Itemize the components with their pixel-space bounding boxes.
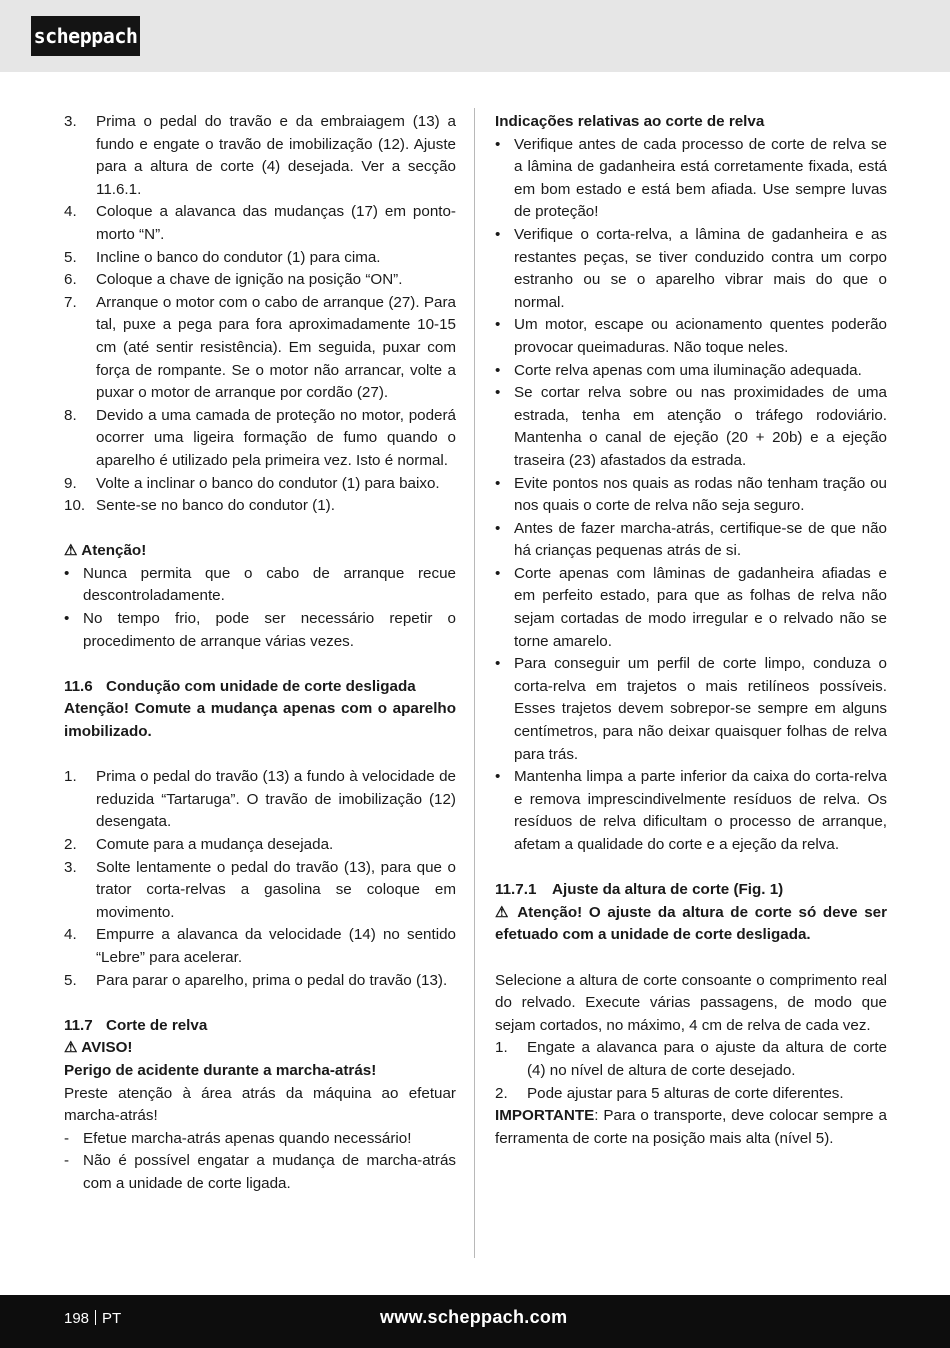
warning-heading: ⚠ AVISO!	[64, 1039, 133, 1057]
list-item: 1. Prima o pedal do travão (13) a fundo à velocidade de reduzida “Tartaruga”. O travão de imobilização (12) desengata.	[64, 768, 456, 831]
list-item: - Não é possível engatar a mudança de marcha-atrás com a unidade de corte ligada.	[64, 1152, 456, 1192]
list-item: 7. Arranque o motor com o cabo de arranque (27). Para tal, puxe a pega para fora aproximadamente 10-15 cm (até sentir resistência). Em seguida, puxar com força de rompante. Se o motor não arrancar, volte a puxar o motor de arranque por cordão (27).	[64, 293, 456, 402]
list-item: • Verifique o corta-relva, a lâmina de gadanheira e as restantes peças, se tiver conduzido contra um corpo estranho ou se o aparelho vibrar mais do que o normal.	[495, 225, 887, 311]
attention-heading: ⚠ Atenção!	[64, 542, 147, 560]
section-heading-11-7: 11.7 Corte de relva	[64, 1016, 208, 1034]
list-item: • No tempo frio, pode ser necessário repetir o procedimento de arranque várias vezes.	[64, 610, 456, 650]
paragraph: Selecione a altura de corte consoante o comprimento real do relvado. Execute várias passagens, de modo que sejam cortados, no máximo, 4 cm de relva de cada vez.	[495, 971, 887, 1034]
list-item: • Corte relva apenas com uma iluminação adequada.	[495, 361, 862, 379]
right-column	[495, 111, 887, 1150]
list-item: • Corte apenas com lâminas de gadanheira afiadas e em perfeito estado, para que as folhas de relva não sejam cortadas de modo irregular e o relvado não se torne amarelo.	[495, 564, 887, 650]
list-item: 4. Empurre a alavanca da velocidade (14) no sentido “Lebre” para acelerar.	[64, 926, 456, 966]
list-item: 1. Engate a alavanca para o ajuste da altura de corte (4) no nível de altura de corte desejado.	[495, 1039, 887, 1079]
list-item: 3. Solte lentamente o pedal do travão (13), para que o trator corta-relvas a gasolina se coloque em movimento.	[64, 858, 456, 921]
list-item: 5. Incline o banco do condutor (1) para cima.	[64, 248, 381, 266]
list-item: • Antes de fazer marcha-atrás, certifique-se de que não há crianças pequenas atrás de si.	[495, 519, 887, 560]
mowing-notes-list	[495, 134, 887, 857]
driving-steps-list	[64, 766, 456, 992]
column-divider	[474, 108, 475, 1258]
list-item: 10. Sente-se no banco do condutor (1).	[64, 497, 335, 515]
start-steps-list	[64, 111, 456, 518]
list-item: - Efetue marcha-atrás apenas quando necessário!	[64, 1129, 412, 1147]
footer-bar	[0, 1295, 950, 1348]
website-link[interactable]: www.scheppach.com	[380, 1307, 568, 1327]
list-item: 8. Devido a uma camada de proteção no motor, poderá ocorrer uma ligeira formação de fumo quando o aparelho é utilizado pela primeira vez. Isto é normal.	[64, 406, 456, 469]
list-item: • Evite pontos nos quais as rodas não tenham tração ou nos quais o corte de relva não seja seguro.	[495, 474, 887, 515]
mowing-notes-heading: Indicações relativas ao corte de relva	[495, 113, 765, 130]
list-item: 3. Prima o pedal do travão e da embraiagem (13) a fundo e engate o travão de imobilização (12). Ajuste para a altura de corte (4) desejada. Ver a secção 11.6.1.	[64, 113, 456, 198]
language-code: PT	[102, 1310, 122, 1327]
list-item: 2. Pode ajustar para 5 alturas de corte diferentes.	[495, 1084, 844, 1102]
page-number: 198	[64, 1310, 90, 1327]
list-item: • Se cortar relva sobre ou nas proximidades de uma estrada, tenha em atenção o tráfego rodoviário. Mantenha o canal de ejeção (20 + 20b) e a ejeção traseira (23) afastados da estrada.	[495, 384, 887, 469]
list-item: 9. Volte a inclinar o banco do condutor (1) para baixo.	[64, 474, 440, 492]
warning-triangle-icon: ⚠	[64, 542, 78, 560]
list-item: • Nunca permita que o cabo de arranque recue descontroladamente.	[64, 564, 456, 605]
header-band	[0, 0, 950, 72]
paragraph: Preste atenção à área atrás da máquina ao efetuar marcha-atrás!	[64, 1084, 456, 1125]
warning-triangle-icon: ⚠	[64, 1039, 78, 1057]
left-column	[64, 111, 456, 1196]
danger-text: Perigo de acidente durante a marcha-atrás!	[64, 1061, 377, 1079]
brand-logo: scheppach	[31, 16, 140, 56]
list-item: • Para conseguir um perfil de corte limpo, conduza o corta-relva em trajetos o mais retilíneos possíveis. Esses trajetos devem sobrepor-se sempre em alguns centímetros, para não deixar quaisquer folhas de relva para trás.	[495, 655, 887, 763]
section-note: Atenção! Comute a mudança apenas com o aparelho imobilizado.	[64, 700, 456, 741]
warning-triangle-icon: ⚠	[495, 903, 512, 921]
cutting-height-warning: ⚠ Atenção! O ajuste da altura de corte só deve ser efetuado com a unidade de corte desligada.	[495, 903, 888, 944]
section-heading-11-7-1: 11.7.1 Ajuste da altura de corte (Fig. 1)	[495, 881, 784, 899]
list-item: 5. Para parar o aparelho, prima o pedal do travão (13).	[64, 971, 448, 989]
list-item: 6. Coloque a chave de ignição na posição “ON”.	[64, 271, 403, 289]
important-note: IMPORTANTE: Para o transporte, deve colocar sempre a ferramenta de corte na posição mais alta (nível 5).	[495, 1107, 887, 1147]
section-heading-11-6: 11.6 Condução com unidade de corte desligada	[64, 677, 416, 695]
list-item: • Mantenha limpa a parte inferior da caixa do corta-relva e remova imprescindivelmente resíduos de relva. Os resíduos de relva dificultam o processo de arranque, afetam a qualidade do corte e a ejeção da relva.	[495, 768, 887, 853]
list-item: 4. Coloque a alavanca das mudanças (17) em ponto-morto “N”.	[64, 203, 456, 243]
list-item: • Um motor, escape ou acionamento quentes poderão provocar queimaduras. Não toque neles.	[495, 316, 887, 356]
page-reference	[64, 1310, 121, 1327]
list-item: • Verifique antes de cada processo de corte de relva se a lâmina de gadanheira está corretamente fixada, está em bom estado e está bem afiada. Use sempre luvas de proteção!	[495, 135, 887, 221]
list-item: 2. Comute para a mudança desejada.	[64, 836, 334, 853]
